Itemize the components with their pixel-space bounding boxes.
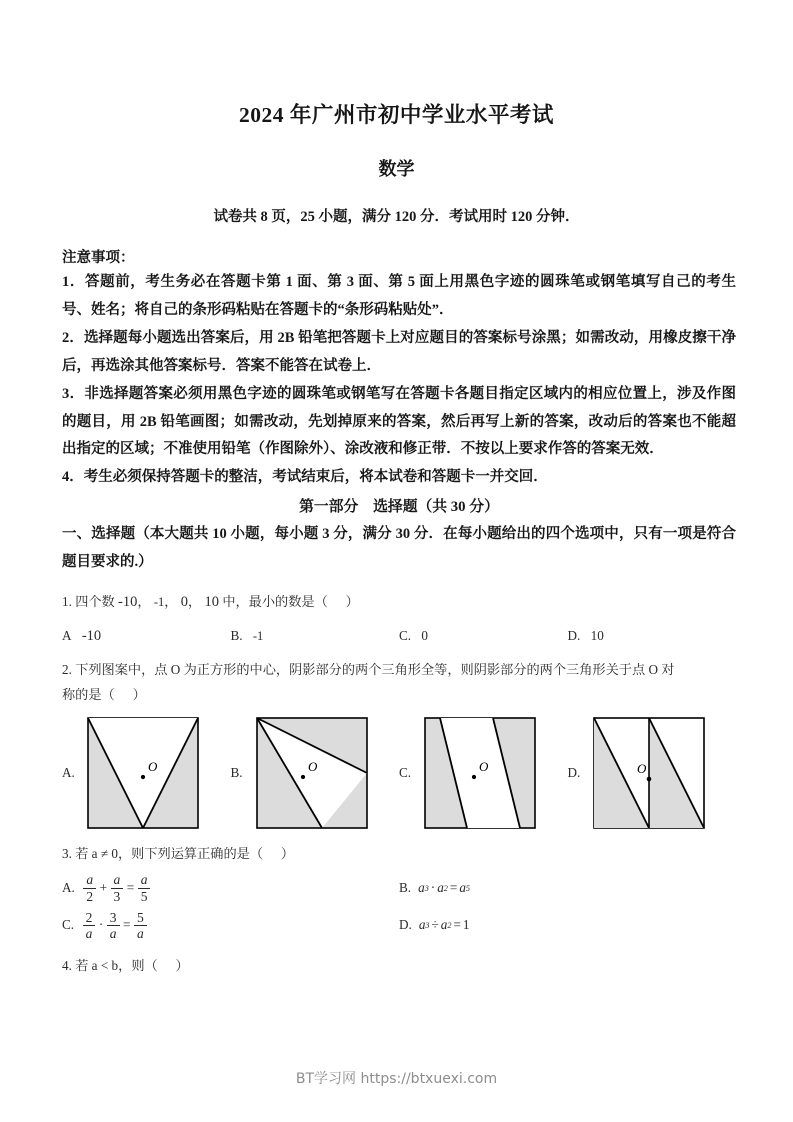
footer-watermark: BT学习网 https://btxuexi.com <box>295 1071 498 1087</box>
question-1-value-4: 10 <box>204 594 220 611</box>
question-4-stem <box>62 954 736 978</box>
question-3-option-b[interactable] <box>399 880 736 896</box>
option-d-exp-2: 2 <box>447 920 452 930</box>
question-1-stem: 1. 四个数 -10， -1， 0， 10 中，最小的数是（ ） <box>62 594 359 611</box>
figure-d-center-dot <box>646 777 651 782</box>
option-c-term-2: $\frac{3}{a}$ <box>107 910 120 941</box>
question-2-stem-line2 <box>62 683 736 707</box>
question-2-number: 2. <box>62 662 72 678</box>
option-d-op-1: ÷ <box>431 917 439 933</box>
option-a-value: -10 <box>81 628 102 645</box>
page-title: 2024 年广州市初中学业水平考试 <box>239 103 554 127</box>
option-b-exp-2: 2 <box>443 883 448 893</box>
figure-a-center-label: O <box>148 759 158 775</box>
question-1-number: 1. <box>62 594 72 610</box>
figure-d-label: D. <box>567 765 581 781</box>
figure-b-center-label: O <box>307 759 317 775</box>
question-3-option-a[interactable] <box>62 872 399 903</box>
option-c-op-2: = <box>123 917 131 933</box>
option-d-base-3: 1 <box>462 917 470 933</box>
question-1-option-c[interactable] <box>399 628 568 645</box>
figure-b-center-dot <box>300 775 304 779</box>
option-b-op-1: · <box>430 880 436 896</box>
option-a-label: A. <box>62 880 75 896</box>
option-d-base-1: a <box>418 917 426 933</box>
question-3-text: 若 a ≠ 0，则下列运算正确的是（ <box>75 846 264 862</box>
option-d-value: 10 <box>590 628 604 644</box>
question-2-stem-close: ） <box>132 686 146 702</box>
question-2-option-a[interactable] <box>62 717 231 829</box>
question-3-options-row-1 <box>62 872 736 903</box>
option-c-value: 0 <box>421 628 428 644</box>
question-2-figures <box>62 717 736 829</box>
question-1-stem-pre: 四个数 <box>75 594 115 610</box>
question-3-option-d[interactable] <box>399 917 736 933</box>
question-3-option-c[interactable] <box>62 910 399 941</box>
option-d-label: D. <box>399 917 412 933</box>
option-d-label: D. <box>567 628 581 644</box>
figure-c-center-label: O <box>479 759 489 775</box>
option-d-op-2: = <box>453 917 461 933</box>
question-2-option-b[interactable] <box>231 717 400 829</box>
option-b-exp-1: 3 <box>424 883 429 893</box>
question-1-value-3: 0 <box>180 594 189 611</box>
option-b-value: -1 <box>252 629 264 644</box>
document-body <box>0 247 793 978</box>
option-a-term-3: $\frac{a}{5}$ <box>138 872 151 903</box>
figure-a-center-dot <box>141 775 145 779</box>
option-a-op-1: + <box>99 880 108 896</box>
option-c-label: C. <box>399 628 412 644</box>
figure-c-label: C. <box>399 765 412 781</box>
option-b-label: B. <box>399 880 412 896</box>
question-2-option-d[interactable] <box>568 717 737 829</box>
subject-title: 数学 <box>378 159 415 179</box>
notice-label: 注意事项： <box>62 250 135 266</box>
option-d-exp-1: 3 <box>425 920 430 930</box>
option-b-base-3: a <box>459 880 466 896</box>
option-a-term-2: $\frac{a}{3}$ <box>111 872 124 903</box>
part-one-title: 第一部分 选择题（共 30 分） <box>299 499 499 516</box>
notice-item-3: 3．非选择题答案必须用黑色字迹的圆珠笔或钢笔写在答题卡各题目指定区域内的相应位置上，涉及作图的题目，用 2B 铅笔画图；如需改动，先划掉原来的答案，然后再写上新的答案，改动后的答案也不能超出指定的区域；不准使用铅笔（作图除外）、涂改液和修正带．不按以上要求作答的答案无效． <box>62 385 736 458</box>
option-a-term-1: $\frac{a}{2}$ <box>83 872 96 903</box>
option-b-label: B. <box>230 628 243 644</box>
option-b-op-2: = <box>449 880 458 896</box>
figure-c-center-dot <box>472 775 476 779</box>
question-3-stem <box>62 842 736 866</box>
figure-a-label: A. <box>62 765 75 781</box>
question-1-option-a[interactable] <box>62 628 231 645</box>
figure-c-square <box>424 717 536 829</box>
option-d-base-2: a <box>440 917 448 933</box>
question-1-stem-post: 中，最小的数是（ <box>222 594 328 610</box>
question-4-number: 4. <box>62 957 72 973</box>
option-a-label: A <box>62 628 72 644</box>
option-c-term-1: $\frac{2}{a}$ <box>83 910 96 941</box>
notice-item-2: 2．选择题每小题选出答案后，用 2B 铅笔把答题卡上对应题目的答案标号涂黑；如需改动，用橡皮擦干净后，再选涂其他答案标号．答案不能答在试卷上． <box>62 330 736 374</box>
section-intro: 一、选择题（本大题共 10 小题，每小题 3 分，满分 30 分．在每小题给出的四个选项中，只有一项是符合题目要求的.） <box>62 525 736 570</box>
question-1-value-2: -1 <box>153 595 165 610</box>
figure-d-center-label: O <box>636 761 646 777</box>
notice-item-4: 4．考生必须保持答题卡的整洁，考试结束后，将本试卷和答题卡一并交回． <box>62 469 548 486</box>
question-3-stem-close: ） <box>280 846 295 862</box>
question-1-option-d[interactable] <box>568 628 737 645</box>
option-c-label: C. <box>62 917 75 933</box>
option-c-op-1: · <box>98 917 104 933</box>
option-b-base-1: a <box>418 880 425 896</box>
exam-meta: 试卷共 8 页，25 小题，满分 120 分．考试用时 120 分钟． <box>213 209 580 225</box>
question-1-option-b[interactable] <box>231 628 400 645</box>
question-2-text-line1: 下列图案中，点 O 为正方形的中心，阴影部分的两个三角形全等，则阴影部分的两个三角形关于点 O 对 <box>75 662 675 678</box>
question-1-stem-close: ） <box>345 594 359 610</box>
question-4-stem-close: ） <box>175 957 189 973</box>
question-2-text-line2: 称的是（ <box>62 686 115 702</box>
notice-item-1: 1．答题前，考生务必在答题卡第 1 面、第 3 面、第 5 面上用黑色字迹的圆珠笔或钢笔填写自己的考生号、姓名；将自己的条形码粘贴在答题卡的“条形码粘贴处”． <box>62 274 736 319</box>
option-c-term-3: $\frac{5}{a}$ <box>134 910 147 941</box>
question-1-value-1: -10 <box>118 594 138 611</box>
figure-b-square <box>256 717 368 829</box>
figure-d-square <box>593 717 705 829</box>
option-b-base-2: a <box>437 880 444 896</box>
option-b-exp-3: 5 <box>465 883 470 893</box>
figure-b-label: B. <box>230 765 243 781</box>
question-3-number: 3. <box>62 846 72 862</box>
question-2-option-c[interactable] <box>399 717 568 829</box>
question-2-stem-line1 <box>62 658 736 682</box>
question-1-options <box>62 628 736 645</box>
figure-a-square <box>87 717 199 829</box>
question-3-options-row-2 <box>62 910 736 941</box>
option-a-op-2: = <box>126 880 135 896</box>
question-4-text: 若 a < b，则（ <box>75 957 158 973</box>
